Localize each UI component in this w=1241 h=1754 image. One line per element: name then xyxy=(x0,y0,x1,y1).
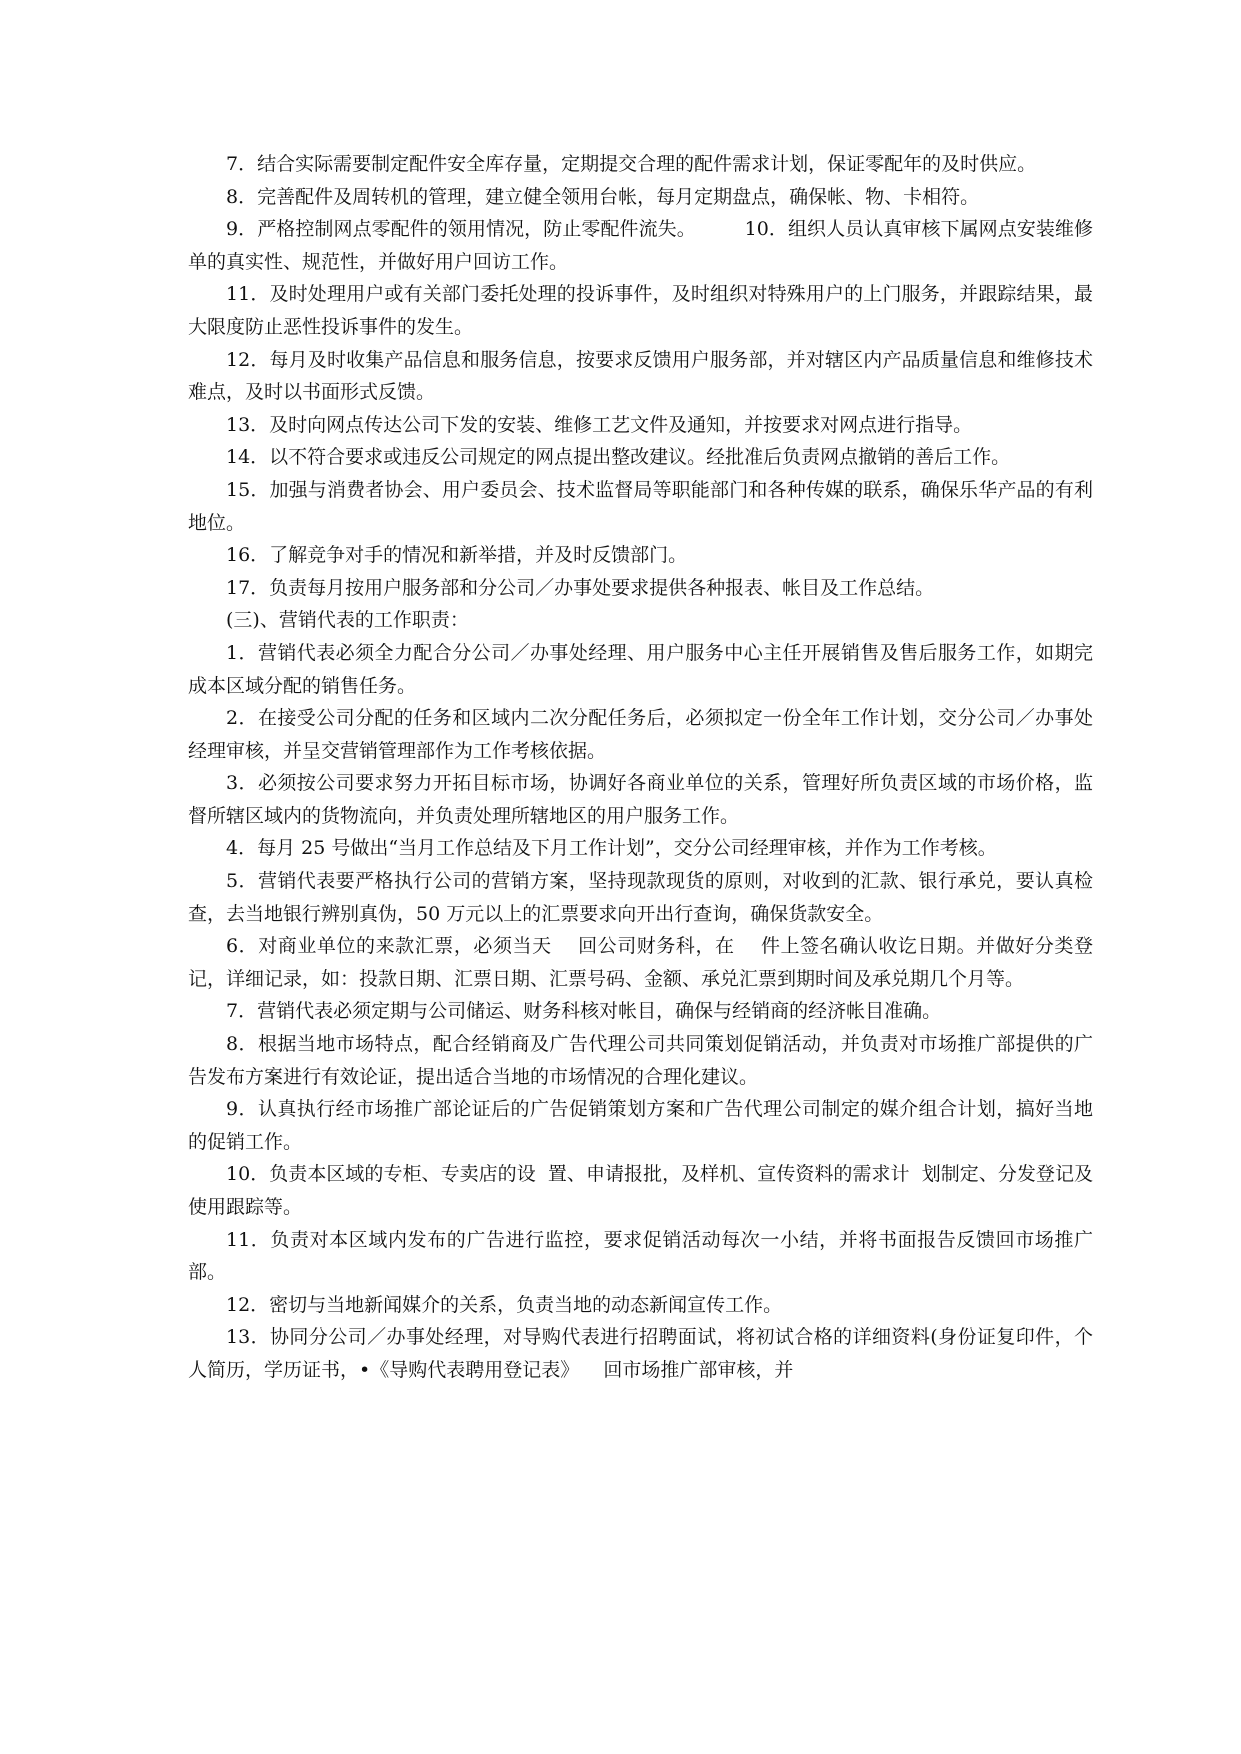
paragraph: 16．了解竞争对手的情况和新举措，并及时反馈部门。 xyxy=(226,544,688,567)
paragraph: 8．完善配件及周转机的管理，建立健全领用台帐，每月定期盘点，确保帐、物、卡相符。 xyxy=(226,185,980,208)
paragraph: 11．及时处理用户或有关部门委托处理的投诉事件，及时组织对特殊用户的上门服务，并跟踪结果，最大限度防止恶性投诉事件的发生。 xyxy=(188,283,1093,338)
paragraph: 10．负责本区域的专柜、专卖店的设 置、申请报批，及样机、宣传资料的需求计 划制定、分发登记及使用跟踪等。 xyxy=(188,1163,1093,1218)
paragraph: 11．负责对本区域内发布的广告进行监控，要求促销活动每次一小结，并将书面报告反馈回市场推广部。 xyxy=(188,1228,1093,1284)
paragraph: 1．营销代表必须全力配合分公司／办事处经理、用户服务中心主任开展销售及售后服务工作，如期完成本区域分配的销售任务。 xyxy=(188,641,1093,697)
paragraph: 5．营销代表要严格执行公司的营销方案，坚持现款现货的原则，对收到的汇款、银行承兑，要认真检查，去当地银行辨别真伪，50 万元以上的汇票要求向开出行查询，确保货款安全。 xyxy=(188,870,1093,925)
paragraph: 13．协同分公司／办事处经理，对导购代表进行招聘面试，将初试合格的详细资料(身份证复印件，个人简历，学历证书，•《导购代表聘用登记表》 回市场推广部审核，并 xyxy=(188,1326,1093,1381)
paragraph: 12．密切与当地新闻媒介的关系，负责当地的动态新闻宣传工作。 xyxy=(226,1293,783,1316)
paragraph: 15．加强与消费者协会、用户委员会、技术监督局等职能部门和各种传媒的联系，确保乐华产品的有利地位。 xyxy=(188,478,1093,534)
document-body xyxy=(188,148,1093,1387)
section-heading: (三)、营销代表的工作职责： xyxy=(226,609,469,632)
paragraph: 12．每月及时收集产品信息和服务信息，按要求反馈用户服务部，并对辖区内产品质量信息和维修技术难点，及时以书面形式反馈。 xyxy=(188,348,1093,404)
paragraph: 2．在接受公司分配的任务和区域内二次分配任务后，必须拟定一份全年工作计划，交分公司／办事处经理审核，并呈交营销管理部作为工作考核依据。 xyxy=(188,707,1093,762)
paragraph: 6．对商业单位的来款汇票，必须当天 回公司财务科，在 件上签名确认收讫日期。并做好分类登记，详细记录，如：投款日期、汇票日期、汇票号码、金额、承兑汇票到期时间及承兑期几个月等。 xyxy=(188,935,1093,990)
paragraph: 13．及时向网点传达公司下发的安装、维修工艺文件及通知，并按要求对网点进行指导。 xyxy=(226,413,973,436)
paragraph: 7．结合实际需要制定配件安全库存量，定期提交合理的配件需求计划，保证零配年的及时供应。 xyxy=(226,153,1037,175)
paragraph: 17．负责每月按用户服务部和分公司／办事处要求提供各种报表、帐目及工作总结。 xyxy=(226,576,935,599)
paragraph: 7．营销代表必须定期与公司储运、财务科核对帐目，确保与经销商的经济帐目准确。 xyxy=(226,1000,942,1023)
paragraph: 14．以不符合要求或违反公司规定的网点提出整改建议。经批准后负责网点撤销的善后工作。 xyxy=(226,446,1011,469)
paragraph: 9．认真执行经市场推广部论证后的广告促销策划方案和广告代理公司制定的媒介组合计划，搞好当地的促销工作。 xyxy=(188,1098,1093,1153)
paragraph: 9．严格控制网点零配件的领用情况，防止零配件流失。 10．组织人员认真审核下属网点安装维修单的真实性、规范性，并做好用户回访工作。 xyxy=(188,218,1093,273)
paragraph: 8．根据当地市场特点，配合经销商及广告代理公司共同策划促销活动，并负责对市场推广部提供的广告发布方案进行有效论证，提出适合当地的市场情况的合理化建议。 xyxy=(188,1033,1093,1088)
paragraph: 3．必须按公司要求努力开拓目标市场，协调好各商业单位的关系，管理好所负责区域的市场价格，监督所辖区域内的货物流向，并负责处理所辖地区的用户服务工作。 xyxy=(188,772,1093,827)
paragraph: 4．每月 25 号做出“当月工作总结及下月工作计划”，交分公司经理审核，并作为工作考核。 xyxy=(226,837,997,860)
